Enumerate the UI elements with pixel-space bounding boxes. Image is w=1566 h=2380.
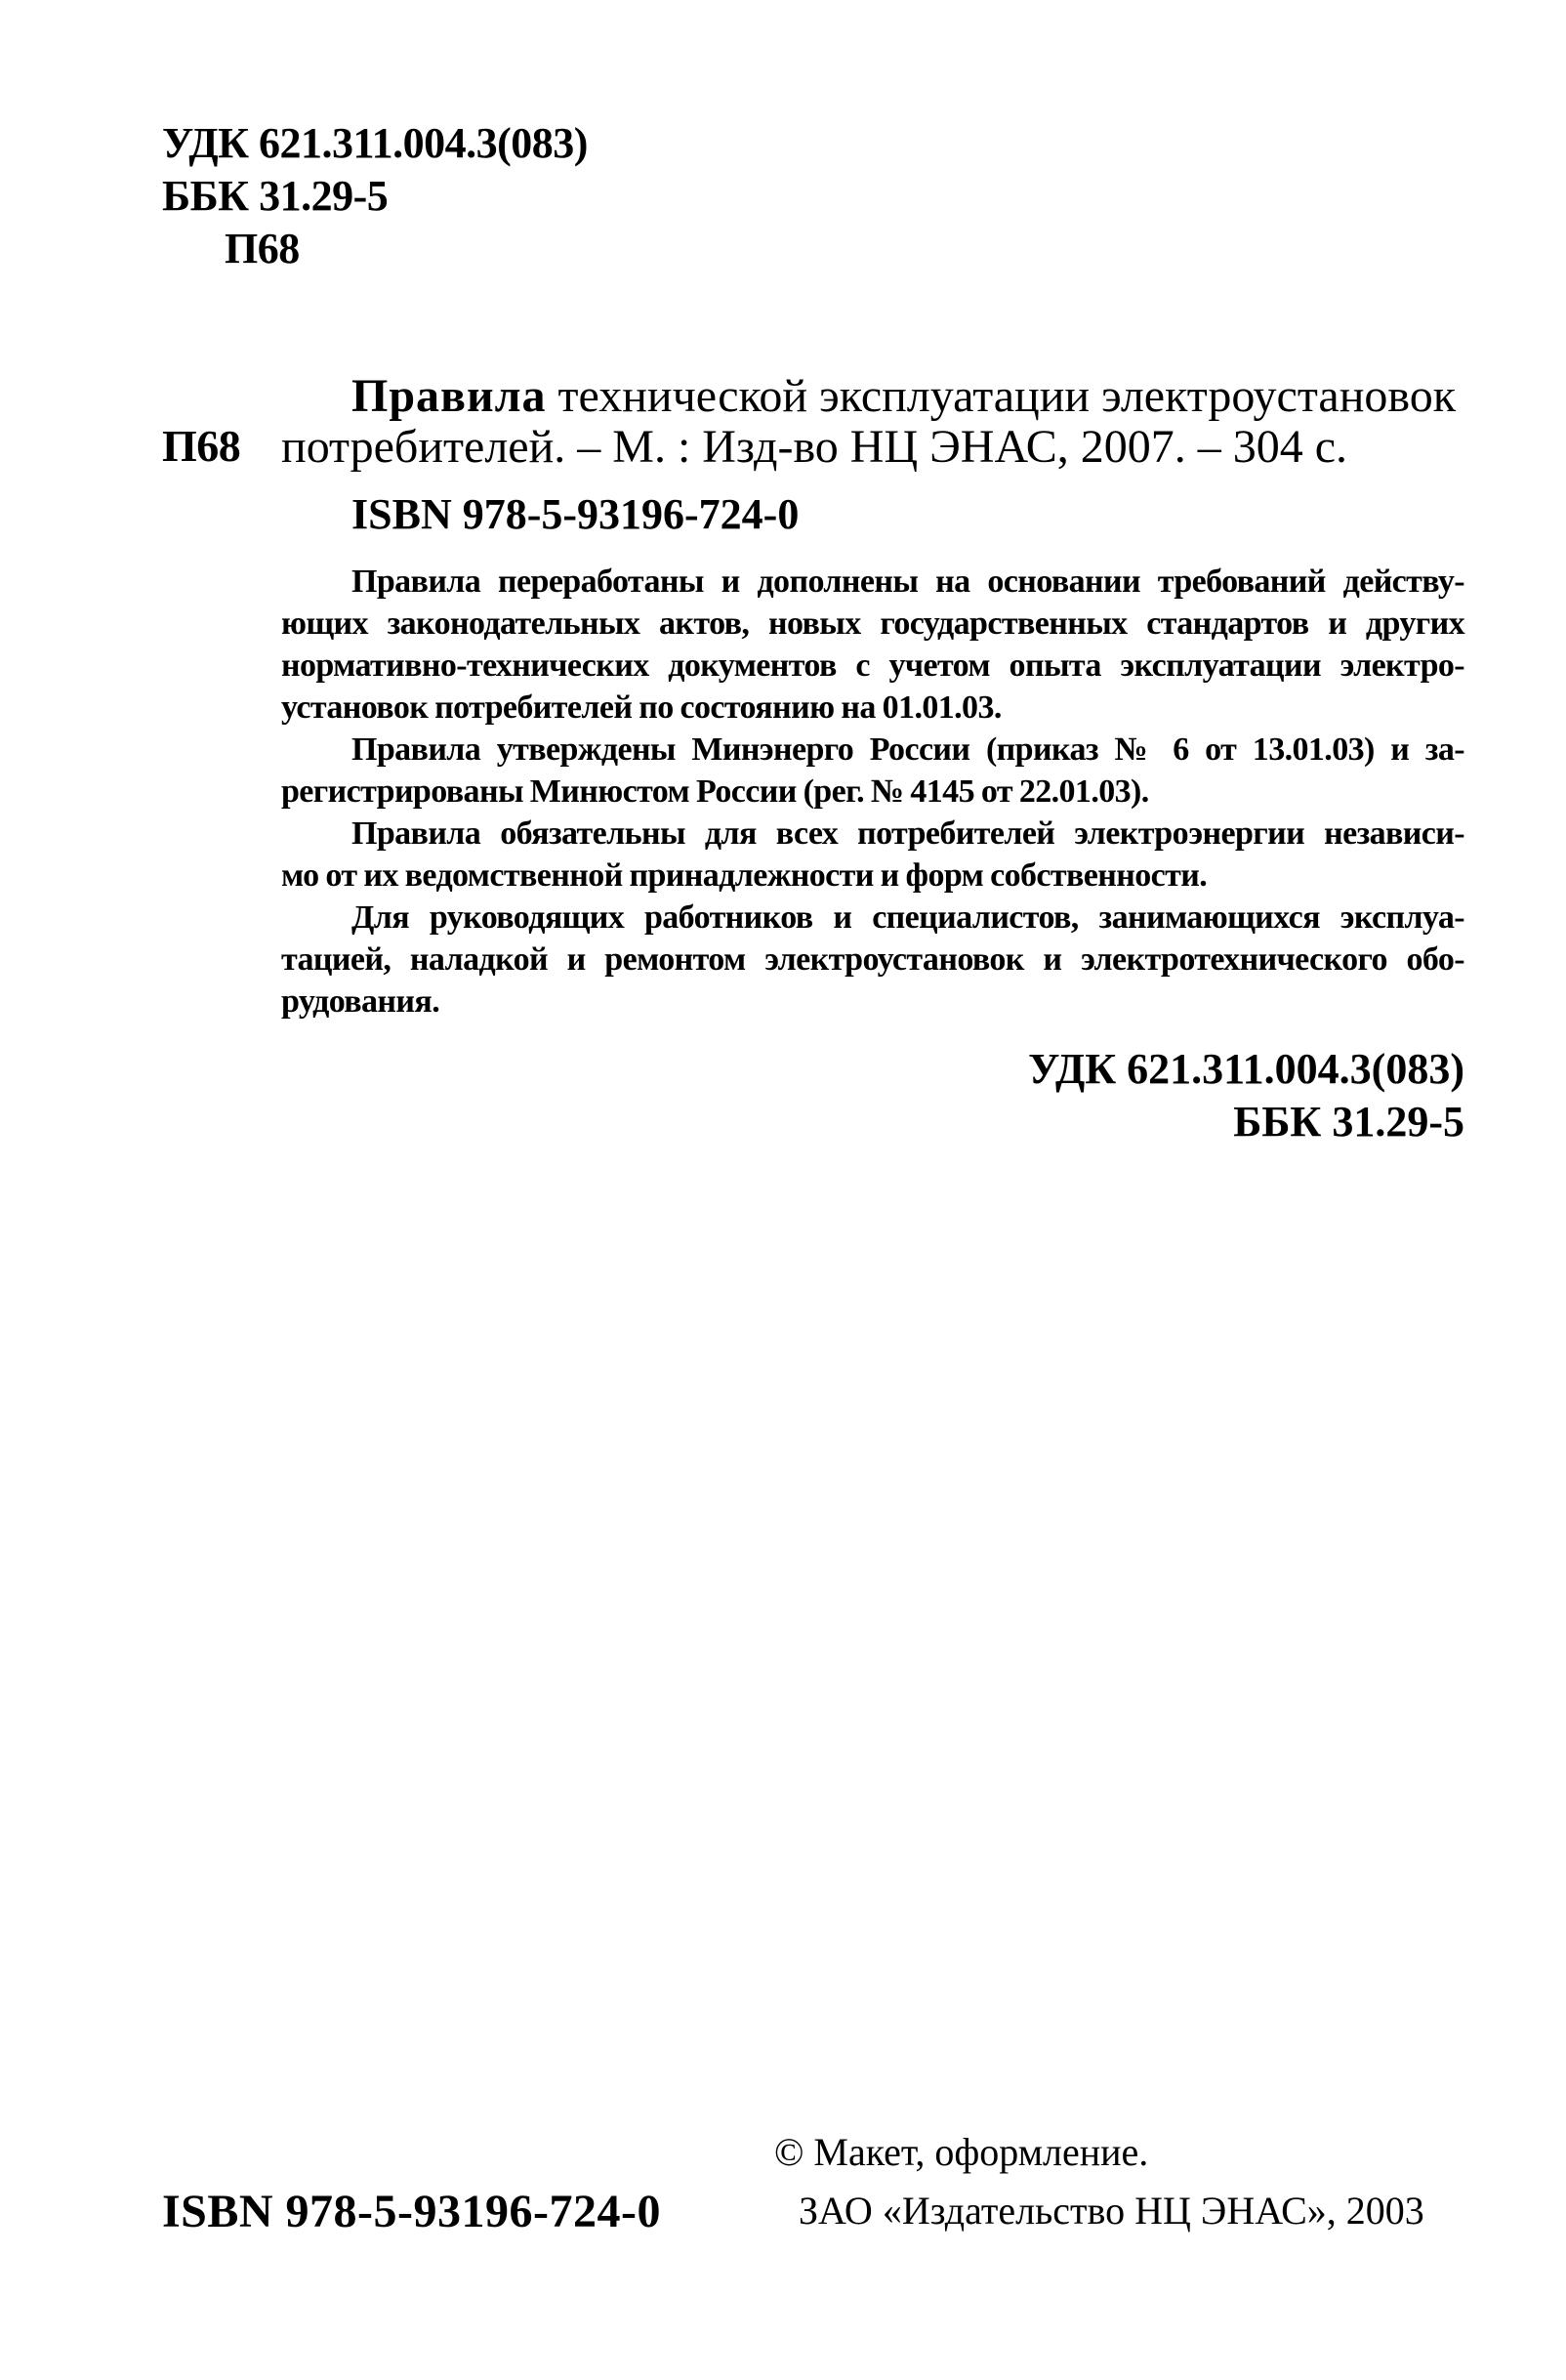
copyright-line-2: ЗАО «Издательство НЦ ЭНАС», 2003 bbox=[799, 2189, 1424, 2233]
annotation-line: рудования. bbox=[281, 983, 440, 1020]
annotation-line: тацией, наладкой и ремонтом электроустановок и электротехнического обо- bbox=[281, 941, 1464, 978]
udk-code-top: УДК 621.311.004.3(083) bbox=[162, 119, 588, 167]
isbn-bottom: ISBN 978-5-93196-724-0 bbox=[162, 2186, 661, 2237]
author-mark-top: П68 bbox=[225, 225, 300, 272]
udk-code-bottom: УДК 621.311.004.3(083) bbox=[1028, 1045, 1464, 1093]
annotation-paragraph-2 bbox=[281, 729, 1464, 813]
annotation-line: Правила обязательны для всех потребителей электроэнергии независи- bbox=[351, 815, 1464, 852]
title-line-1 bbox=[351, 367, 1456, 426]
annotation-line: установок потребителей по состоянию на 01.01.03. bbox=[281, 689, 1002, 726]
annotation-line: ющих законодательных актов, новых государственных стандартов и других bbox=[281, 605, 1464, 642]
annotation-line: нормативно-технических документов с учетом опыта эксплуатации электро- bbox=[281, 647, 1464, 684]
annotation-paragraph-1 bbox=[281, 561, 1464, 729]
annotation-line: Правила утверждены Минэнерго России (приказ № 6 от 13.01.03) и за- bbox=[351, 731, 1464, 768]
author-mark-side: П68 bbox=[162, 421, 241, 471]
annotation-paragraph-3 bbox=[281, 813, 1464, 897]
annotation-line: мо от их ведомственной принадлежности и форм собственности. bbox=[281, 857, 1208, 894]
annotation-line: Правила переработаны и дополнены на основании требований действу- bbox=[351, 564, 1464, 600]
annotation-paragraph-4 bbox=[281, 897, 1464, 1023]
bbk-code-top: ББК 31.29-5 bbox=[162, 172, 389, 220]
copyright-line-1: © Макет, оформление. bbox=[774, 2130, 1149, 2174]
annotation-line: Для руководящих работников и специалистов, занимающихся эксплуа- bbox=[351, 899, 1464, 936]
title-bold-word: Правила bbox=[351, 370, 547, 422]
annotation bbox=[281, 561, 1464, 1023]
title-line-2: потребителей. – М. : Изд-во НЦ ЭНАС, 2007. – 304 с. bbox=[281, 421, 1348, 473]
bbk-code-bottom: ББК 31.29-5 bbox=[1233, 1098, 1464, 1146]
annotation-line: регистрированы Минюстом России (рег. № 4145 от 22.01.03). bbox=[281, 773, 1149, 810]
isbn-main: ISBN 978-5-93196-724-0 bbox=[351, 490, 800, 538]
title-rest: технической эксплуатации электроустановок bbox=[546, 370, 1457, 422]
